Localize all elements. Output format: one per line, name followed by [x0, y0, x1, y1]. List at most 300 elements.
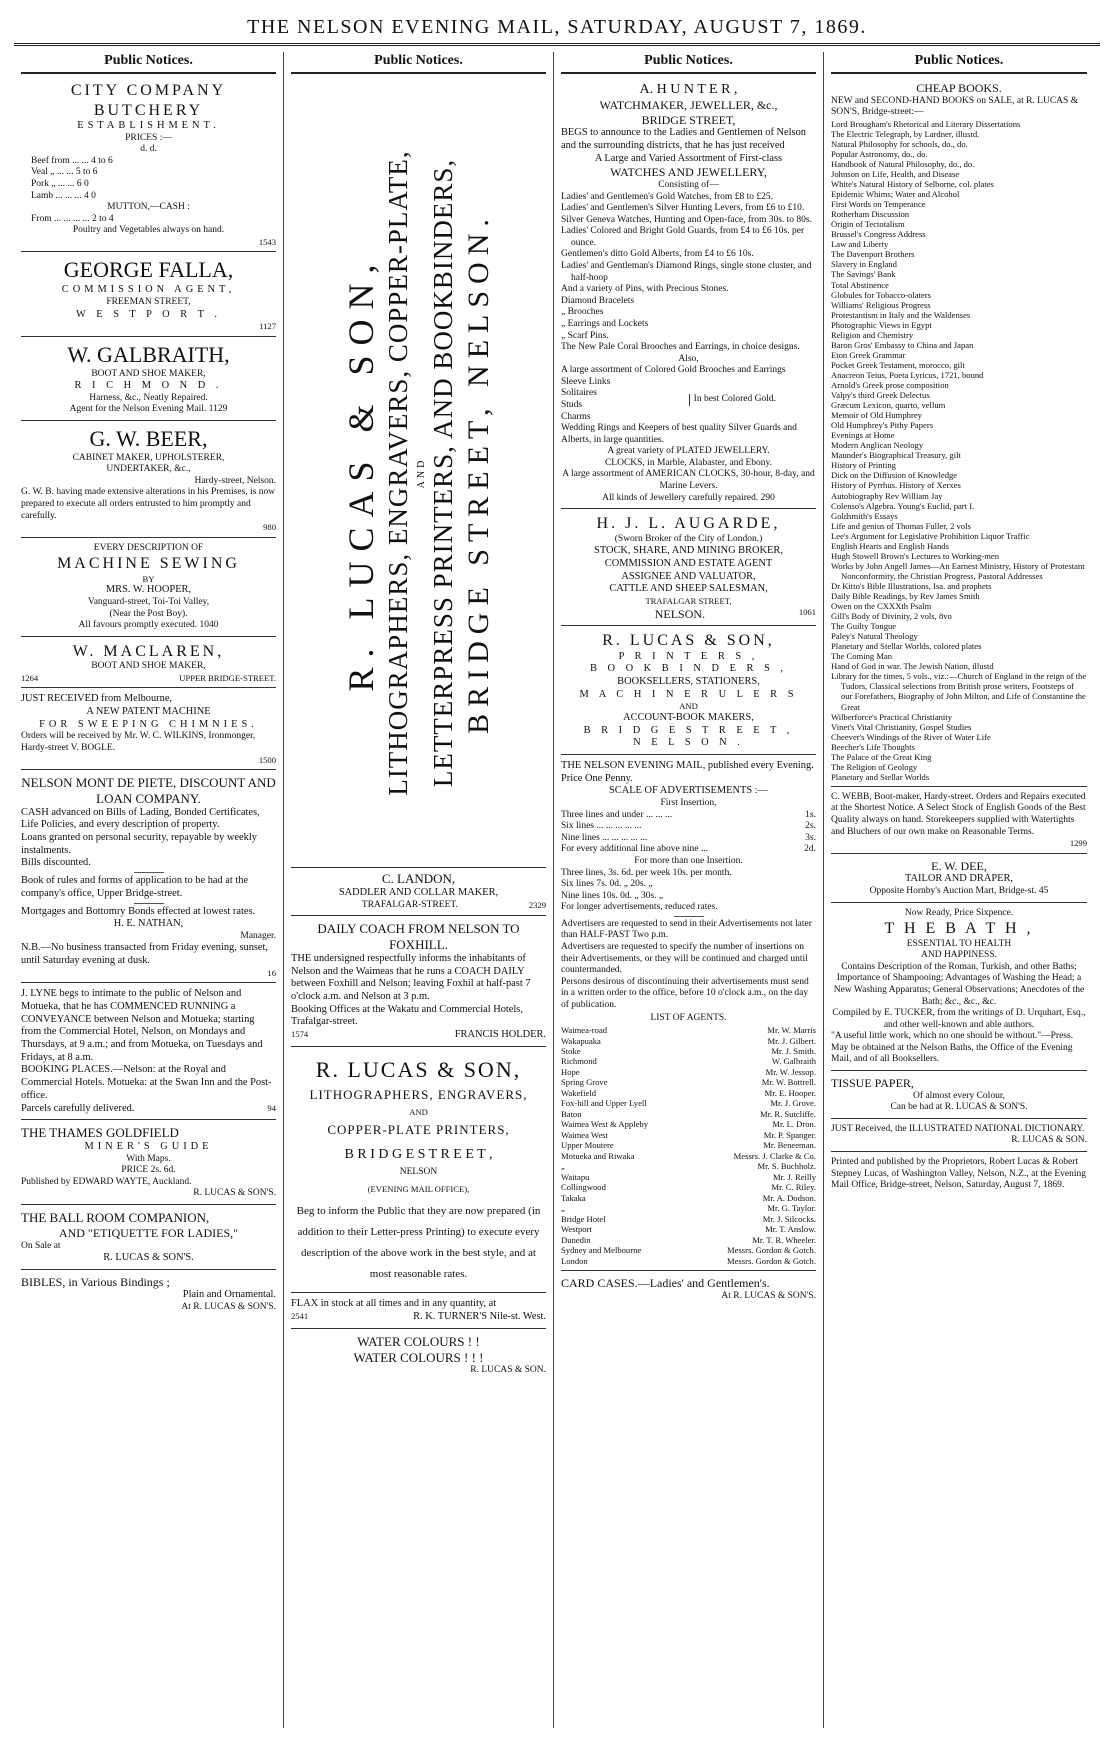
ad-title: DAILY COACH FROM NELSON TO FOXHILL.	[317, 921, 520, 952]
agent-place: London	[561, 1255, 588, 1266]
book-list-item: Slavery in England	[831, 259, 897, 270]
agent-place: Waitapu	[561, 1171, 590, 1182]
ad-body: May be obtained at the Nelson Baths, the Office of the Evening Mail, and of all Booksellers.	[831, 1042, 1073, 1065]
agent-name: Mr. W. Marris	[767, 1025, 816, 1036]
ad-body: Loans granted on personal security, repayable by weekly instalments.	[21, 832, 257, 856]
book-list-item: Paley's Natural Theology	[831, 631, 918, 642]
column-3	[554, 52, 824, 1728]
rate-label: Three lines and under ... ... ...	[561, 809, 673, 820]
ad-body: G. W. B. having made extensive alterations in his Premises, is now prepared to execute all orders entrusted to him promptly and carefully.	[21, 487, 276, 521]
agent-place: Dunedin	[561, 1234, 591, 1245]
agent-row	[561, 1151, 816, 1161]
rate-label: For every additional line above nine ...	[561, 844, 708, 855]
ad-line: A Large and Varied Assortment of First-class	[594, 152, 783, 164]
lyne-ad	[21, 985, 276, 1120]
book-list-item: Beecher's Life Thoughts	[831, 741, 915, 752]
list-item: „ Scarf Pins.	[561, 330, 609, 341]
agent-row	[561, 1036, 816, 1046]
ad-number: 2541	[291, 1311, 309, 1322]
ad-line: TAILOR AND DRAPER,	[905, 873, 1013, 885]
rate-value: 2s.	[805, 821, 816, 832]
ad-line: (Sworn Broker of the City of London.)	[614, 533, 763, 544]
ad-number: 2329	[528, 899, 546, 910]
gold-set-note: In best Colored Gold.	[689, 394, 776, 406]
agent-name: Mr. G. Taylor.	[767, 1203, 816, 1214]
ad-line: COMMISSION AND ESTATE AGENT	[604, 557, 773, 569]
ad-title: MACHINE SEWING	[57, 555, 240, 573]
ad-title: CHEAP BOOKS.	[916, 81, 1002, 95]
price-units: d. d.	[140, 144, 157, 155]
agent-row	[561, 1098, 816, 1108]
book-list-item: Modern Anglican Neology	[831, 440, 924, 451]
agent-name: Mr. J. Reilly	[773, 1171, 816, 1182]
ad-line: AND	[409, 1107, 428, 1118]
rate-label: Six lines ... ... ... ... ...	[561, 821, 642, 832]
book-list-item: Memoir of Old Humphrey	[831, 410, 922, 421]
agent-name: Mr. T. Anslow.	[765, 1224, 816, 1235]
ad-title: WATER COLOURS ! !	[357, 1333, 480, 1349]
book-list-item: Baron Gros' Embassy to China and Japan	[831, 339, 974, 350]
ad-body: NEW and SECOND-HAND BOOKS on SALE, at R. LUCAS & SON'S, Bridge-street:—	[831, 95, 1079, 118]
ad-title: R. LUCAS & SON,	[315, 1056, 522, 1082]
book-list-item: Globules for Tobacco-olaters	[831, 289, 931, 300]
imprint	[831, 1154, 1087, 1196]
ad-body: J. LYNE begs to intimate to the public of Nelson and Motueka, that he has COMMENCED RUNNING a CONVEYANCE between Nelson and Motueka; starting from the Commercial Hotel, Nelson, on Mondays and Thursdays, at 9 a.m.; and from Motueka, on Tuesdays and Fridays, at 8 a.m.	[21, 988, 263, 1063]
cheap-books-ad	[831, 78, 1087, 787]
ad-line: JUST RECEIVED from Melbourne,	[21, 693, 173, 705]
ad-line: TRAFALGAR STREET,	[645, 596, 732, 607]
ad-body: C. WEBB, Boot-maker, Hardy-street. Orders and Repairs executed at the Shortest Notice. A Select Stock of English Goods of the Best Quality always on hand. Storekeepers supplied with Watertights and Bluchers of our own make on Reasonable Terms.	[831, 791, 1086, 837]
ad-line: MINER'S GUIDE	[84, 1141, 213, 1153]
list-item: Silver Geneva Watches, Hunting and Open-face, from 30s. to 80s.	[561, 214, 813, 225]
ad-line: FLAX in stock at all times and in any quantity, at	[291, 1298, 497, 1310]
book-list-item: The Guilty Tongue	[831, 621, 897, 632]
ad-title: C. LANDON,	[381, 871, 456, 886]
book-list-item: Total Abstinence	[831, 279, 889, 290]
ad-line: (Near the Post Boy).	[109, 608, 188, 619]
vertical-line: LETTERPRESS PRINTERS, AND BOOKBINDERS,	[427, 158, 458, 787]
ad-line: First Insertion,	[660, 798, 717, 809]
hunter-ad	[561, 78, 816, 509]
ad-body: Compiled by E. TUCKER, from the writings of D. Urquhart, Esq., and other well-known and able authors.	[832, 1008, 1086, 1030]
agent-name: Mr. A. Dodson.	[762, 1192, 816, 1203]
book-list-item: Planetary and Stellar Worlds	[831, 771, 930, 782]
dictionary-ad	[831, 1121, 1087, 1152]
agent-place: Waimea West	[561, 1129, 608, 1140]
book-list-item: Lord Brougham's Rhetorical and Literary Dissertations	[831, 118, 1021, 129]
rate-value: 3s.	[805, 832, 816, 843]
book-list-item: Williams' Religious Progress	[831, 299, 931, 310]
ad-title: GEORGE FALLA,	[63, 257, 234, 283]
agent-place: Takaka	[561, 1192, 586, 1203]
ad-number: 1264	[21, 672, 39, 683]
vertical-line: LITHOGRAPHERS, ENGRAVERS, COPPER-PLATE,	[382, 149, 413, 796]
ad-title: THE THAMES GOLDFIELD	[21, 1125, 179, 1141]
list-item: Sleeve Links	[561, 376, 611, 387]
ad-line: N E L S O N .	[633, 737, 744, 749]
book-list-item: Valpy's third Greek Delectus	[831, 390, 930, 401]
rate-label: Nine lines ... ... ... ... ...	[561, 832, 648, 843]
ad-line: Now Ready, Price Sixpence.	[904, 907, 1014, 918]
ad-body: Beg to inform the Public that they are now prepared (in addition to their Letter-press Printing) to execute every description of the above work in the best style, and at most reasonable rates.	[296, 1204, 541, 1280]
ad-footer	[561, 607, 816, 622]
book-list-item: Old Humphrey's Pithy Papers	[831, 420, 934, 431]
ad-title: R. LUCAS & SON,	[602, 632, 775, 650]
agent-name: Mr. J. Gilbert.	[767, 1035, 816, 1046]
book-list	[831, 119, 1087, 782]
imprint-text: Printed and published by the Proprietors, Robert Lucas & Robert Stepney Lucas, of Washington Valley, Nelson, N.Z., at the Evening Mail Office, Bridge-street, Nelson, Saturday, August 7, 1869.	[831, 1156, 1086, 1191]
ad-body: Wedding Rings and Keepers of best quality Silver Guards and Alberts, in large quantities.	[561, 423, 797, 445]
book-list-item: The Savings' Bank	[831, 269, 896, 280]
agent-row	[561, 1182, 816, 1192]
book-list-item: Dick on the Diffusion of Knowledge	[831, 470, 958, 481]
list-item: Ladies' and Gentlemen's Gold Watches, from £8 to £25.	[561, 191, 773, 202]
list-item: „ Brooches	[561, 307, 604, 318]
ad-title: TISSUE PAPER,	[831, 1076, 914, 1091]
landon-ad	[291, 868, 546, 916]
ad-body: THE undersigned respectfully informs the inhabitants of Nelson and the Waimeas that he runs a COACH DAILY between Foxhill and Nelson; leaving Foxhil at half-past 7 o'clock a.m. and Nelson at 3 p.m.	[291, 952, 531, 1002]
agent-row	[561, 1130, 816, 1140]
price-veal: Veal „ ... ... 5 to 6	[31, 167, 98, 178]
agent-name: Mr. L. Dron.	[772, 1119, 816, 1130]
signature-role: Manager.	[240, 930, 276, 941]
agent-place: Motueka and Riwaka	[561, 1150, 635, 1161]
agent-row	[561, 1245, 816, 1255]
ad-subtitle: ESTABLISHMENT.	[77, 120, 220, 132]
vertical-title: R. LUCAS & SON,	[340, 253, 381, 692]
ad-line: NELSON.	[654, 606, 706, 621]
ad-body: JUST Received, the ILLUSTRATED NATIONAL DICTIONARY.	[831, 1123, 1085, 1134]
agent-name: Mr. J. Smith.	[771, 1045, 816, 1056]
ad-body: Booking Offices at the Wakatu and Commercial Hotels, Trafalgar-street.	[291, 1003, 523, 1028]
ad-number: 1061	[798, 606, 816, 617]
agent-name: Mr. J. Silcocks.	[762, 1213, 816, 1224]
ad-line: FOR SWEEPING CHIMNIES.	[39, 718, 258, 730]
flax-ad	[291, 1295, 546, 1328]
ad-body: A large assortment of AMERICAN CLOCKS, 30-hour, 8-day, and Marine Levers.	[562, 469, 815, 492]
agent-row	[561, 1214, 816, 1224]
book-list-item: Rotherham Discussion	[831, 209, 910, 220]
agents-title: LIST OF AGENTS.	[650, 1013, 727, 1024]
ad-line: ASSIGNEE AND VALUATOR,	[621, 570, 756, 582]
ad-line: PRICE 2s. 6d.	[121, 1165, 176, 1176]
book-list-item: Origin of Tectotalism	[831, 219, 905, 230]
ad-line: BRIDGE STREET,	[641, 112, 736, 127]
ad-line: ACCOUNT-BOOK MAKERS,	[623, 711, 754, 723]
book-list-item: Vinet's Vital Christianity, Gospel Studies	[831, 721, 972, 732]
ad-footer	[291, 900, 546, 912]
ad-line: R. LUCAS & SON.	[470, 1365, 546, 1376]
agent-row	[561, 1077, 816, 1087]
agent-row	[561, 1067, 816, 1077]
book-list-item: Planetary and Stellar Worlds, colored plates	[831, 641, 982, 652]
ad-line: At R. LUCAS & SON'S.	[181, 1302, 276, 1313]
ad-body: THE NELSON EVENING MAIL, published every Evening. Price One Penny.	[561, 759, 814, 784]
signature: FRANCIS HOLDER.	[454, 1028, 546, 1040]
rate-line: Three lines, 3s. 6d. per week 10s. per month.	[561, 867, 732, 878]
ad-line: WATCHMAKER, JEWELLER, &c.,	[599, 98, 778, 113]
book-list-item: The Religion of Geology	[831, 761, 918, 772]
masthead: THE NELSON EVENING MAIL, SATURDAY, AUGUST 7, 1869.	[14, 16, 1100, 46]
book-list-item: Hugh Stowell Brown's Lectures to Working-men	[831, 550, 1000, 561]
book-list-item: Religion and Chemistry	[831, 329, 914, 340]
ad-number: 980	[263, 522, 276, 533]
column-2	[284, 52, 554, 1728]
ad-line: BOOKSELLERS, STATIONERS,	[617, 676, 760, 688]
book-list-item: English Hearts and English Hands	[831, 540, 949, 551]
list-item: Gentlemen's ditto Gold Alberts, from £4 to £6 10s.	[561, 249, 754, 260]
agent-name: Messrs. Gordon & Gotch.	[726, 1255, 816, 1266]
list-item: Solitaires	[561, 388, 597, 399]
list-item: Ladies' Colored and Bright Gold Guards, from £4 to £6 10s. per ounce.	[561, 226, 805, 248]
ad-line: Orders will be received by Mr. W. C. WILKINS, Ironmonger, Hardy-street V. BOGLE.	[21, 731, 256, 753]
ad-footer	[291, 1311, 546, 1324]
agent-name: Mr. W. Bottrell.	[761, 1077, 816, 1088]
book-list-item: Library for the times, 5 vols., viz.:—Church of England in the reign of the Tudors, Classical selections from British prose writers, Footsteps of our Forefathers, Biography of John Milton, and Life of Constantine the Great	[831, 671, 1087, 712]
ad-line: Also,	[678, 353, 699, 364]
book-list-item: Brussel's Congress Address	[831, 229, 926, 240]
ad-line: EVERY DESCRIPTION OF	[93, 542, 204, 553]
book-list-item: The Palace of the Great King	[831, 751, 932, 762]
agent-place: Westport	[561, 1224, 592, 1235]
ad-line: For longer advertisements, reduced rates.	[561, 902, 718, 913]
agent-row	[561, 1203, 816, 1213]
book-list-item: Owen on the CXXXth Psalm	[831, 601, 932, 612]
book-list-item: The Coming Man	[831, 651, 893, 662]
water-colours-ad	[291, 1331, 546, 1381]
galbraith-ad	[21, 339, 276, 421]
book-list-item: Colenso's Algebra. Young's Euclid, part I.	[831, 500, 975, 511]
ad-line: R. LUCAS & SON'S.	[193, 1188, 276, 1199]
ad-line: FREEMAN STREET,	[106, 296, 191, 307]
agent-place: Collingwood	[561, 1182, 606, 1193]
ad-number: 1299	[1069, 838, 1087, 849]
agent-place: Sydney and Melbourne	[561, 1245, 642, 1256]
book-list-item: Autobiography Rev William Jay	[831, 490, 943, 501]
ad-line: COPPER-PLATE PRINTERS,	[327, 1121, 510, 1137]
price-beef: Beef from ... ... 4 to 6	[31, 155, 113, 166]
book-list-item: Dr Kitto's Bible Illustrations, Isa. and prophets	[831, 580, 992, 591]
ad-line: Consisting of—	[658, 180, 719, 191]
ad-title: W. GALBRAITH,	[67, 341, 230, 367]
agent-name: Mr. R. Sutcliffe.	[760, 1108, 816, 1119]
ad-title: CITY COMPANY BUTCHERY	[70, 82, 227, 119]
agent-place: Waimea West & Appleby	[561, 1119, 649, 1130]
agent-row	[561, 1056, 816, 1066]
ad-line: Plain and Ornamental.	[182, 1289, 276, 1301]
rate-line: Nine lines 10s. 0d. „ 30s. „	[561, 890, 664, 901]
book-list-item: Life and genius of Thomas Fuller, 2 vols	[831, 520, 971, 531]
agent-row	[561, 1119, 816, 1129]
ad-line: With Maps.	[126, 1153, 171, 1164]
ad-body: Bills discounted.	[21, 857, 91, 869]
rate-value: 2d.	[804, 844, 816, 855]
ad-body: BOOKING PLACES.—Nelson: at the Royal and Commercial Hotels. Motueka: at the Swan Inn and the Post-office.	[21, 1064, 272, 1101]
agent-name: Mr. J. Grove.	[770, 1098, 816, 1109]
ad-line: R. K. TURNER'S Nile-st. West.	[413, 1311, 546, 1323]
book-list-item: Wilberforce's Practical Christianity	[831, 711, 952, 722]
ad-line: TRAFALGAR-STREET.	[361, 899, 458, 910]
book-list-item: Evenings at Home	[831, 430, 895, 441]
ad-line: STOCK, SHARE, AND MINING BROKER,	[594, 545, 783, 557]
ad-number: 1543	[258, 236, 276, 247]
ad-line: R. LUCAS & SON'S.	[103, 1252, 194, 1264]
vertical-text-block	[341, 83, 497, 863]
agent-name: Mr. E. Hooper.	[764, 1087, 816, 1098]
list-item: The New Pale Coral Brooches and Earrings, in choice designs.	[561, 342, 800, 353]
ad-line: B R I D G E S T R E E T ,	[583, 724, 794, 736]
book-list-item: Cheever's Windings of the River of Water Life	[831, 731, 991, 742]
agent-name: Mr. C. Riley.	[771, 1182, 816, 1193]
list-item: And a variety of Pins, with Precious Stones.	[561, 284, 729, 295]
ad-title: E. W. DEE,	[931, 858, 987, 873]
book-list-item: Handbook of Natural Philosophy, do., do.	[831, 158, 975, 169]
agent-row	[561, 1256, 816, 1266]
column-heading: Public Notices.	[561, 52, 816, 74]
book-list-item: White's Natural History of Selborne, col. plates	[831, 179, 994, 190]
agent-row	[561, 1025, 816, 1035]
poultry-note: Poultry and Vegetables always on hand.	[72, 225, 225, 236]
bath-ad	[831, 905, 1087, 1071]
agent-name: Mr. W. Jessop.	[765, 1066, 816, 1077]
ad-line: NELSON	[399, 1166, 438, 1177]
ballroom-ad	[21, 1207, 276, 1270]
rate-row	[561, 821, 816, 833]
ad-number: 1574	[291, 1028, 309, 1039]
ad-number: 1500	[258, 754, 276, 765]
list-item: Ladies' and Gentlemen's Silver Hunting Levers, from £6 to £10.	[561, 203, 805, 214]
piete-ad	[21, 772, 276, 983]
thames-guide-ad	[21, 1122, 276, 1205]
bibles-ad	[21, 1272, 276, 1318]
book-list-item: Gill's Body of Divinity, 2 vols, 8vo	[831, 611, 952, 622]
book-list-item: Epidemic Whims; Water and Alcohol	[831, 189, 960, 200]
book-list-item: Photographic Views in Egypt	[831, 319, 932, 330]
ad-line: W E S T P O R T .	[76, 308, 221, 320]
mutton-label: MUTTON,—CASH :	[107, 202, 190, 213]
book-list-item: History of Pyrrhus. History of Xerxes	[831, 480, 961, 491]
list-item: „ Earrings and Lockets	[561, 318, 649, 329]
ad-body: Advertisers are requested to specify the number of insertions on their Advertisements, or they will be continued and charged until countermanded.	[561, 941, 808, 976]
rate-line: Six lines 7s. 0d. „ 20s. „	[561, 879, 653, 890]
agent-name: Mr. P. Spanger.	[763, 1129, 816, 1140]
book-list-item: Popular Astronomy, do., do.	[831, 148, 928, 159]
ad-line: CATTLE AND SHEEP SALESMAN,	[609, 583, 768, 595]
agent-row	[561, 1235, 816, 1245]
ad-number: 16	[267, 967, 276, 978]
rate-row	[561, 810, 816, 822]
ad-quote: "A useful little work, which no one should be without."—Press.	[831, 1031, 1074, 1042]
ad-line: Harness, &c., Neatly Repaired.	[89, 392, 208, 403]
ad-body: A great variety of PLATED JEWELLERY.	[607, 446, 770, 457]
ad-footer	[291, 1029, 546, 1042]
ad-line: SADDLER AND COLLAR MAKER,	[338, 886, 499, 898]
book-list-item: Hand of God in war. The Jewish Nation, illustd	[831, 661, 994, 672]
ad-line: AND	[679, 701, 698, 712]
gold-set-items	[561, 377, 610, 423]
ad-line: CABINET MAKER, UPHOLSTERER,	[72, 452, 225, 463]
divider	[134, 903, 164, 904]
augarde-ad	[561, 511, 816, 626]
ad-title: H. J. L. AUGARDE,	[596, 515, 781, 533]
agent-row	[561, 1109, 816, 1119]
jewellery-list	[561, 192, 816, 354]
ad-body: Contains Description of the Roman, Turkish, and other Baths; Importance of Shampooing; Advantages of Washing the Head; a New Washing Apparatus; General Observations; Anecdotes of the Bath; &c., &c., &c.	[833, 961, 1085, 1007]
card-cases-ad	[561, 1273, 816, 1306]
ad-body: Mortgages and Bottomry Bonds effected at lowest rates.	[21, 905, 256, 917]
ad-line: All favours promptly executed. 1040	[78, 620, 219, 631]
list-item: Charms	[561, 411, 591, 422]
ad-title: A. H U N T E R ,	[639, 82, 738, 97]
ad-line: On Sale at	[21, 1240, 61, 1251]
ad-line: Hardy-street, Nelson.	[194, 475, 276, 486]
ad-footer	[21, 1103, 276, 1116]
ad-line: Of almost every Colour,	[913, 1090, 1005, 1101]
agent-row	[561, 1088, 816, 1098]
book-list-item: Law and Liberty	[831, 239, 889, 250]
beer-ad	[21, 423, 276, 538]
bogle-ad	[21, 690, 276, 770]
ad-line: For more than one Insertion.	[634, 855, 743, 866]
agent-row	[561, 1161, 816, 1171]
agent-name: Mr. S. Buchholz.	[757, 1161, 816, 1172]
ad-title: BIBLES, in Various Bindings ;	[21, 1274, 170, 1289]
book-list-item: Goldsmith's Essays	[831, 510, 898, 521]
ad-line: COMMISSION AGENT,	[61, 284, 236, 296]
ad-line: P R I N T E R S ,	[618, 650, 759, 662]
list-item: Ladies' and Gentleman's Diamond Rings, single stone cluster, and half-hoop	[561, 261, 812, 283]
lucas-printers-ad	[561, 628, 816, 755]
price-lamb: Lamb ... ... ... 4 0	[31, 190, 96, 201]
maclaren-ad	[21, 639, 276, 689]
column-heading: Public Notices.	[21, 52, 276, 74]
lucas-lithographers-ad	[291, 1049, 546, 1294]
agent-place: Upper Moutere	[561, 1140, 614, 1151]
agent-place: Spring Grove	[561, 1077, 608, 1088]
ad-title: T H E B A T H ,	[884, 920, 1034, 938]
ad-title: G. W. BEER,	[89, 425, 208, 451]
book-list-item: Works by John Angell James—An Earnest Ministry, History of Protestant Nonconformity, the Christian Progress, Pastoral Addresses	[831, 560, 1085, 581]
book-list-item: Natural Philosophy for schools, do., do.	[831, 138, 968, 149]
agent-place: „	[561, 1203, 565, 1214]
agent-row	[561, 1140, 816, 1150]
prices-label: PRICES :—	[125, 132, 172, 143]
ad-line: A NEW PATENT MACHINE	[86, 705, 211, 717]
ad-line: SCALE OF ADVERTISEMENTS :—	[609, 785, 768, 797]
ad-body: BEGS to announce to the Ladies and Gentlemen of Nelson and the surrounding districts, that he has just received	[561, 127, 806, 152]
book-list-item: Maunder's Biographical Treasury, gilt	[831, 450, 961, 461]
agent-place: Wakapuaka	[561, 1035, 601, 1046]
ad-line: Parcels carefully delivered.	[21, 1102, 135, 1114]
column-4	[824, 52, 1094, 1728]
ad-line: ESSENTIAL TO HEALTH	[906, 938, 1012, 949]
dee-ad	[831, 856, 1087, 903]
agent-place: „	[561, 1161, 565, 1172]
ad-line: Vanguard-street, Toi-Toi Valley,	[87, 596, 210, 607]
price-mutton: From ... ... ... ... 2 to 4	[31, 213, 114, 224]
agent-place: Stoke	[561, 1045, 581, 1056]
agent-row	[561, 1172, 816, 1182]
butchery-ad	[21, 78, 276, 252]
ad-line: R I C H M O N D .	[74, 380, 223, 392]
agent-place: Baton	[561, 1108, 582, 1119]
column-1	[14, 52, 284, 1728]
book-list-item: The Davenport Brothers	[831, 249, 915, 260]
ad-line: Published by EDWARD WAYTE, Auckland.	[21, 1176, 192, 1187]
ad-line: BY	[142, 573, 155, 584]
ad-line: M A C H I N E R U L E R S	[579, 688, 798, 700]
ad-line: BOOT AND SHOE MAKER,	[91, 661, 206, 672]
